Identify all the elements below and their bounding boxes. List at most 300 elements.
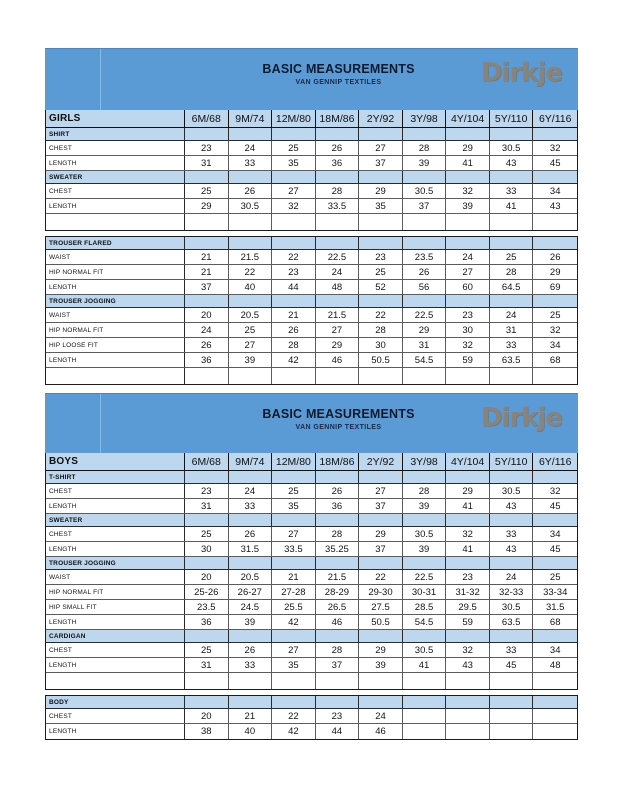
value-cell <box>490 484 534 498</box>
value-cell <box>316 199 360 213</box>
value-cell <box>446 280 490 294</box>
value-cell <box>316 709 360 723</box>
data-row <box>46 338 577 353</box>
cell-value: 22 <box>375 309 386 321</box>
empty-label-cell <box>46 673 185 689</box>
row-label-cell <box>46 338 185 352</box>
cell-value: 31 <box>200 157 212 169</box>
section-cell <box>272 696 316 708</box>
value-cell <box>272 724 316 739</box>
cell-value: 64.5 <box>501 281 521 293</box>
band-subtitle: VAN GENNIP TEXTILES <box>295 424 382 431</box>
section-cell <box>185 295 229 307</box>
cell-value: 22 <box>244 266 256 278</box>
cell-value: 32 <box>288 200 299 212</box>
cell-value: 22 <box>288 251 299 263</box>
value-cell <box>185 250 229 264</box>
band-title-block <box>262 407 414 431</box>
value-cell <box>490 323 534 337</box>
section-cell <box>185 128 229 140</box>
value-cell <box>490 585 534 599</box>
size-header-cell: 12M/80 <box>272 110 316 127</box>
section-cell <box>272 128 316 140</box>
cell-value: 33 <box>244 157 256 169</box>
value-cell <box>316 156 360 170</box>
cell-value: 48 <box>549 659 561 671</box>
cell-value: 22.5 <box>414 309 434 321</box>
cell-value: 29 <box>375 528 386 540</box>
data-row <box>46 585 577 600</box>
cell-value: 33.5 <box>284 543 303 555</box>
value-cell <box>403 141 447 155</box>
section-cell <box>272 171 316 183</box>
group-label-cell: GIRLS <box>46 110 185 127</box>
value-cell <box>229 265 273 279</box>
cell-value: 30.5 <box>414 644 434 656</box>
cell-value: 29 <box>418 324 430 336</box>
value-cell <box>316 600 360 614</box>
value-cell <box>403 527 447 541</box>
cell-value: 21 <box>200 266 212 278</box>
row-label: WAIST <box>49 311 71 319</box>
data-row <box>46 600 577 615</box>
section-cell <box>229 696 273 708</box>
value-cell <box>403 184 447 198</box>
section-row <box>46 514 577 527</box>
value-cell <box>533 141 577 155</box>
table-band <box>45 48 578 110</box>
value-cell <box>185 338 229 352</box>
value-cell <box>403 484 447 498</box>
value-cell <box>229 156 273 170</box>
cell-value: 25-26 <box>194 586 219 598</box>
section-cell <box>229 128 273 140</box>
data-row <box>46 156 577 171</box>
value-cell <box>490 527 534 541</box>
data-row <box>46 570 577 585</box>
value-cell <box>533 600 577 614</box>
section-cell <box>272 514 316 526</box>
section-cell <box>229 295 273 307</box>
cell-value: 32 <box>462 339 473 351</box>
data-row <box>46 542 577 557</box>
value-cell <box>359 542 403 556</box>
size-header-cell: 12M/80 <box>272 453 316 470</box>
value-cell <box>316 308 360 322</box>
cell-value: 41 <box>418 659 430 671</box>
size-header-cell: 5Y/110 <box>490 453 534 470</box>
value-cell <box>533 323 577 337</box>
cell-value: 26.5 <box>327 601 347 613</box>
band-title: BASIC MEASUREMENTS <box>262 62 415 76</box>
cell-value: 38 <box>200 726 212 737</box>
value-cell <box>533 499 577 513</box>
section-label-cell <box>46 237 185 249</box>
cell-value: 44 <box>288 281 299 293</box>
section-label-cell <box>46 630 185 642</box>
cell-value: 45 <box>549 500 561 512</box>
cell-value: 36 <box>331 500 343 512</box>
cell-value: 29 <box>375 185 386 197</box>
value-cell <box>403 353 447 367</box>
value-cell <box>185 353 229 367</box>
value-cell <box>446 156 490 170</box>
cell-value: 28 <box>418 485 430 497</box>
cell-value: 26 <box>331 142 343 154</box>
empty-cell <box>533 368 577 384</box>
table-segment <box>45 695 578 740</box>
value-cell <box>272 615 316 629</box>
data-row <box>46 323 577 338</box>
section-cell <box>403 295 447 307</box>
cell-value: 30 <box>462 324 473 336</box>
size-header-cell: 3Y/98 <box>403 453 447 470</box>
section-cell <box>272 237 316 249</box>
cell-value: 23 <box>200 142 212 154</box>
cell-value: 25 <box>200 528 212 540</box>
value-cell <box>316 265 360 279</box>
value-cell <box>403 724 447 739</box>
cell-value: 46 <box>331 616 343 628</box>
value-cell <box>229 141 273 155</box>
value-cell <box>533 156 577 170</box>
empty-cell <box>446 673 490 689</box>
row-label: CHEST <box>49 187 73 195</box>
value-cell <box>359 615 403 629</box>
value-cell <box>272 250 316 264</box>
row-label-cell <box>46 323 185 337</box>
row-label-cell <box>46 199 185 213</box>
cell-value: 37 <box>418 200 430 212</box>
row-label-cell <box>46 308 185 322</box>
cell-value: 25 <box>288 142 299 154</box>
cell-value: 29 <box>200 200 212 212</box>
value-cell <box>446 615 490 629</box>
row-label: HIP SMALL FIT <box>49 603 97 611</box>
cell-value: 33 <box>505 185 517 197</box>
cell-value: 39 <box>462 200 473 212</box>
row-label-cell <box>46 600 185 614</box>
data-row <box>46 499 577 514</box>
value-cell <box>229 323 273 337</box>
cell-value: 30.5 <box>240 200 260 212</box>
value-cell <box>272 709 316 723</box>
cell-value: 52 <box>375 281 386 293</box>
cell-value: 27 <box>288 528 299 540</box>
value-cell <box>490 709 534 723</box>
value-cell <box>533 709 577 723</box>
cell-value: 23.5 <box>197 601 216 613</box>
value-cell <box>403 499 447 513</box>
value-cell <box>533 570 577 584</box>
cell-value: 37 <box>375 500 386 512</box>
section-label: SHIRT <box>49 130 70 138</box>
section-label-cell <box>46 295 185 307</box>
value-cell <box>316 353 360 367</box>
empty-cell <box>185 368 229 384</box>
value-cell <box>446 265 490 279</box>
section-cell <box>316 471 360 483</box>
cell-value: 68 <box>549 616 561 628</box>
cell-value: 43 <box>549 200 561 212</box>
cell-value: 31 <box>200 659 212 671</box>
brand-logo: Dirkje <box>480 403 562 433</box>
cell-value: 20 <box>200 571 212 583</box>
row-label-cell <box>46 184 185 198</box>
data-row <box>46 265 577 280</box>
cell-value: 59 <box>462 354 473 366</box>
cell-value: 24 <box>375 710 386 722</box>
empty-cell <box>533 214 577 230</box>
cell-value: 22 <box>288 710 299 722</box>
size-header-row <box>46 110 577 128</box>
section-cell <box>446 128 490 140</box>
row-label: WAIST <box>49 253 71 261</box>
cell-value: 39 <box>244 354 256 366</box>
value-cell <box>272 265 316 279</box>
cell-value: 34 <box>549 644 561 656</box>
value-cell <box>272 527 316 541</box>
section-label: CARDIGAN <box>49 632 86 640</box>
row-label: LENGTH <box>49 356 77 364</box>
value-cell <box>403 199 447 213</box>
value-cell <box>403 709 447 723</box>
cell-value: 28 <box>331 644 343 656</box>
cell-value: 21.5 <box>327 309 347 321</box>
cell-value: 25 <box>549 309 561 321</box>
size-header-cell: 2Y/92 <box>359 110 403 127</box>
section-cell <box>446 630 490 642</box>
row-label-cell <box>46 527 185 541</box>
cell-value: 23 <box>375 251 386 263</box>
size-header-cell: 2Y/92 <box>359 453 403 470</box>
cell-value: 25.5 <box>284 601 303 613</box>
cell-value: 30.5 <box>414 528 434 540</box>
band-subtitle: VAN GENNIP TEXTILES <box>295 79 382 86</box>
cell-value: 28-29 <box>324 586 350 598</box>
value-cell <box>403 542 447 556</box>
cell-value: 24 <box>505 309 517 321</box>
row-label: LENGTH <box>49 202 77 210</box>
empty-cell <box>229 214 273 230</box>
row-label-cell <box>46 542 185 556</box>
value-cell <box>403 156 447 170</box>
cell-value: 22 <box>375 571 386 583</box>
row-label: CHEST <box>49 712 73 720</box>
cell-value: 42 <box>288 726 299 737</box>
row-label: CHEST <box>49 646 73 654</box>
cell-value: 26 <box>418 266 430 278</box>
cell-value: 26 <box>331 485 343 497</box>
data-row <box>46 527 577 542</box>
data-row <box>46 658 577 673</box>
section-label-cell <box>46 514 185 526</box>
size-header-cell: 6Y/116 <box>538 455 572 468</box>
empty-cell <box>272 214 316 230</box>
cell-value: 21 <box>288 571 299 583</box>
cell-value: 33-34 <box>543 586 568 598</box>
value-cell <box>490 615 534 629</box>
cell-value: 28 <box>418 142 430 154</box>
cell-value: 31-32 <box>455 586 480 598</box>
section-cell <box>403 171 447 183</box>
cell-value: 25 <box>549 571 561 583</box>
cell-value: 41 <box>462 500 473 512</box>
cell-value: 35 <box>288 659 299 671</box>
cell-value: 30.5 <box>414 185 434 197</box>
cell-value: 41 <box>462 543 473 555</box>
value-cell <box>446 600 490 614</box>
value-cell <box>316 643 360 657</box>
value-cell <box>446 184 490 198</box>
size-header-cell: 4Y/104 <box>446 453 490 470</box>
cell-value: 29 <box>331 339 343 351</box>
value-cell <box>446 724 490 739</box>
value-cell <box>446 141 490 155</box>
data-row <box>46 353 577 368</box>
value-cell <box>490 184 534 198</box>
row-label: LENGTH <box>49 661 77 669</box>
section-cell <box>403 471 447 483</box>
value-cell <box>185 542 229 556</box>
value-cell <box>359 199 403 213</box>
cell-value: 27.5 <box>371 601 390 613</box>
value-cell <box>316 615 360 629</box>
value-cell <box>533 280 577 294</box>
value-cell <box>403 585 447 599</box>
section-cell <box>229 514 273 526</box>
empty-cell <box>316 673 360 689</box>
value-cell <box>229 308 273 322</box>
value-cell <box>403 323 447 337</box>
section-cell <box>490 171 534 183</box>
band-divider-line <box>100 49 101 110</box>
cell-value: 27 <box>375 485 386 497</box>
value-cell <box>533 615 577 629</box>
cell-value: 24 <box>200 324 212 336</box>
row-label-cell <box>46 141 185 155</box>
row-label: CHEST <box>49 487 73 495</box>
empty-cell <box>446 368 490 384</box>
value-cell <box>272 353 316 367</box>
data-row <box>46 184 577 199</box>
section-cell <box>533 237 577 249</box>
empty-cell <box>316 214 360 230</box>
value-cell <box>272 484 316 498</box>
size-header-cell: 4Y/104 <box>446 110 490 127</box>
section-cell <box>490 128 534 140</box>
section-cell <box>490 514 534 526</box>
section-cell <box>446 171 490 183</box>
data-row <box>46 709 577 724</box>
value-cell <box>272 499 316 513</box>
cell-value: 37 <box>331 659 343 671</box>
cell-value: 37 <box>375 157 386 169</box>
cell-value: 21.5 <box>327 571 347 583</box>
value-cell <box>490 338 534 352</box>
value-cell <box>185 600 229 614</box>
girls-table <box>45 48 578 385</box>
value-cell <box>490 499 534 513</box>
value-cell <box>490 724 534 739</box>
value-cell <box>490 353 534 367</box>
value-cell <box>490 250 534 264</box>
cell-value: 29 <box>549 266 561 278</box>
value-cell <box>316 542 360 556</box>
size-header-cell: 6M/68 <box>185 110 229 127</box>
cell-value: 31 <box>418 339 430 351</box>
cell-value: 35 <box>288 157 299 169</box>
cell-value: 31.5 <box>240 543 260 555</box>
value-cell <box>272 585 316 599</box>
data-row <box>46 280 577 295</box>
section-label: TROUSER JOGGING <box>49 559 116 567</box>
section-cell <box>490 295 534 307</box>
cell-value: 33 <box>505 339 517 351</box>
section-cell <box>490 237 534 249</box>
section-cell <box>316 557 360 569</box>
value-cell <box>403 615 447 629</box>
value-cell <box>272 323 316 337</box>
cell-value: 24 <box>505 571 517 583</box>
data-row <box>46 199 577 214</box>
row-label-cell <box>46 265 185 279</box>
cell-value: 32 <box>549 142 561 154</box>
cell-value: 42 <box>288 616 299 628</box>
cell-value: 40 <box>244 726 256 737</box>
section-cell <box>316 237 360 249</box>
cell-value: 22.5 <box>327 251 347 263</box>
cell-value: 33 <box>244 659 256 671</box>
section-cell <box>446 514 490 526</box>
cell-value: 43 <box>505 500 517 512</box>
section-row <box>46 471 577 484</box>
brand-logo: Dirkje <box>480 58 562 88</box>
cell-value: 26 <box>200 339 212 351</box>
section-label-cell <box>46 171 185 183</box>
cell-value: 43 <box>505 157 517 169</box>
row-label-cell <box>46 615 185 629</box>
empty-cell <box>316 368 360 384</box>
section-cell <box>185 514 229 526</box>
row-label: LENGTH <box>49 283 77 291</box>
value-cell <box>185 643 229 657</box>
value-cell <box>533 643 577 657</box>
value-cell <box>446 499 490 513</box>
section-cell <box>359 696 403 708</box>
value-cell <box>403 658 447 672</box>
empty-label-cell <box>46 214 185 230</box>
section-cell <box>359 171 403 183</box>
row-label: HIP NORMAL FIT <box>49 268 104 276</box>
cell-value: 35.25 <box>325 543 349 555</box>
cell-value: 39 <box>375 659 386 671</box>
cell-value: 26 <box>288 324 299 336</box>
band-title-block <box>262 62 414 86</box>
cell-value: 26 <box>244 644 256 656</box>
cell-value: 41 <box>505 200 517 212</box>
cell-value: 32-33 <box>499 586 524 598</box>
value-cell <box>229 615 273 629</box>
value-cell <box>229 527 273 541</box>
empty-row <box>46 368 577 384</box>
value-cell <box>446 338 490 352</box>
data-row <box>46 484 577 499</box>
cell-value: 24 <box>244 142 256 154</box>
cell-value: 63.5 <box>501 354 521 366</box>
size-header-cell: 18M/86 <box>316 453 360 470</box>
cell-value: 30.5 <box>501 601 521 613</box>
